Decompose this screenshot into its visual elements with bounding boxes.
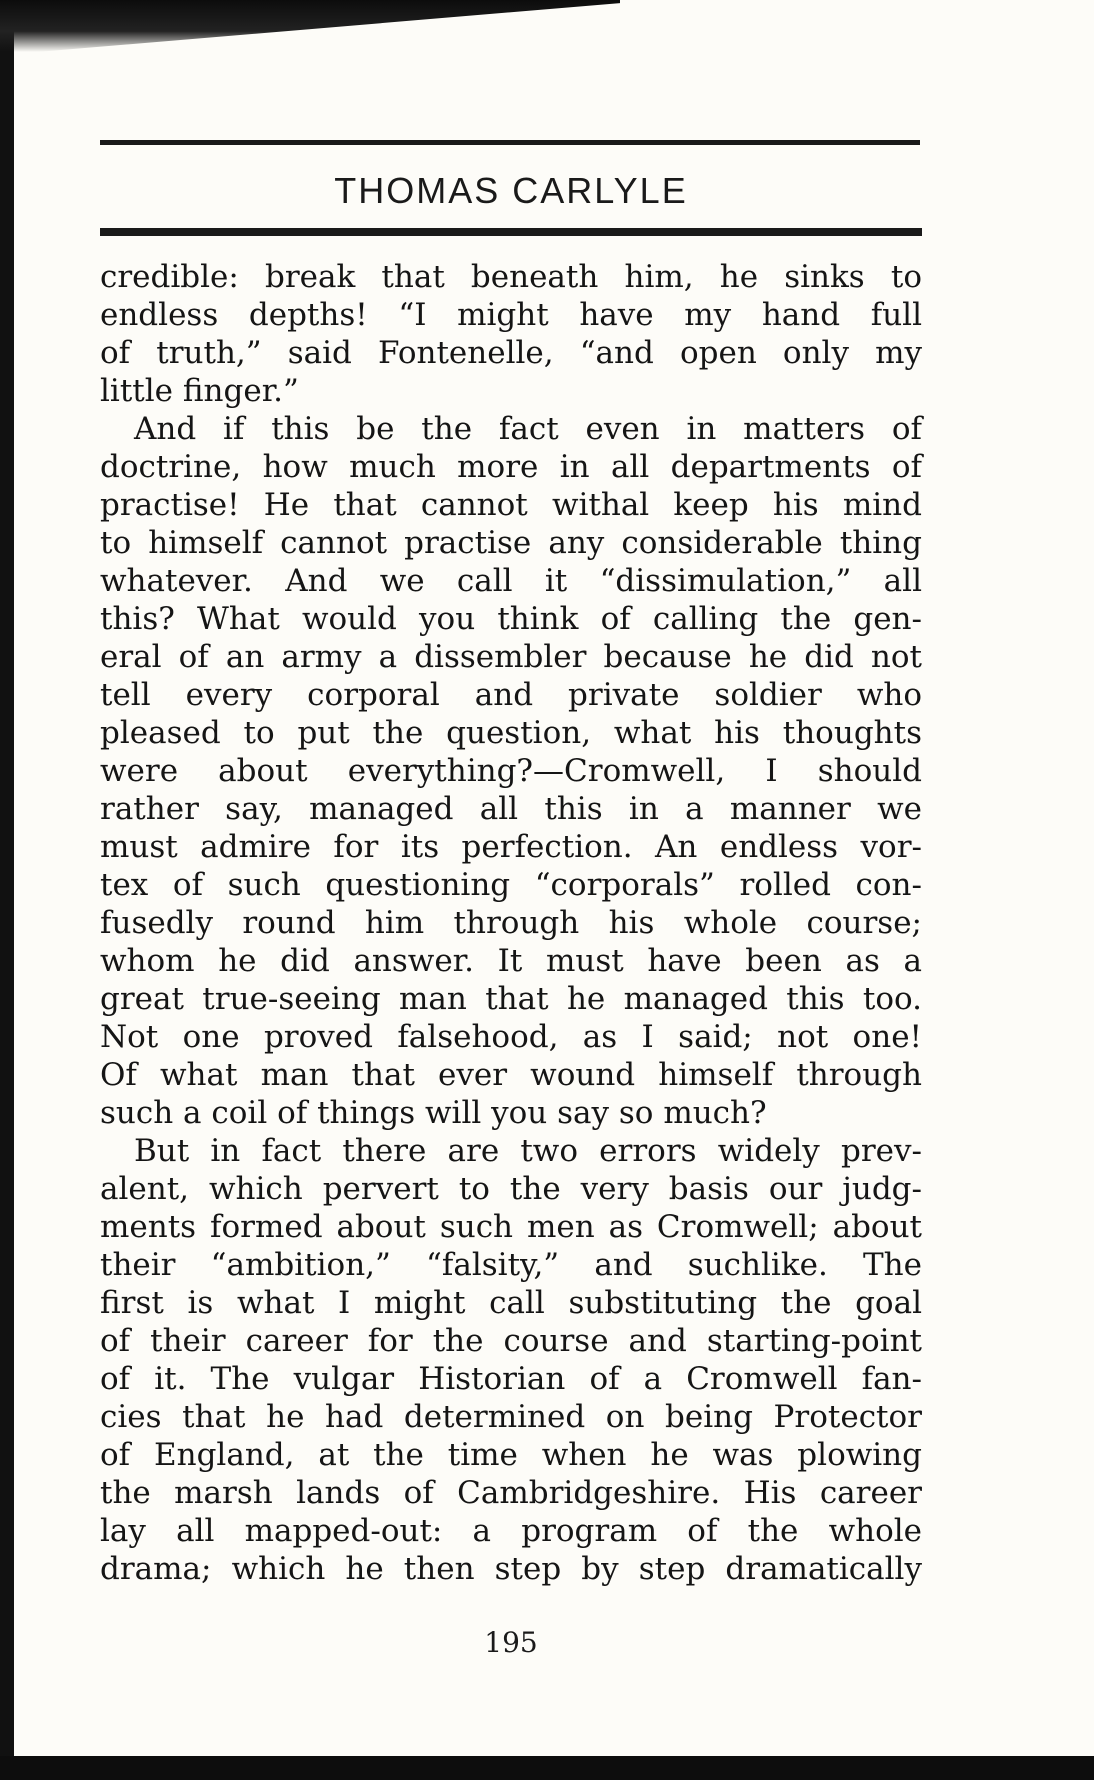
- text-line: pleased to put the question, what his thoughts: [100, 715, 922, 751]
- page-scan-top-shadow: [0, 0, 620, 52]
- text-line: of truth,” said Fontenelle, “and open only my: [100, 335, 922, 371]
- text-line: ments formed about such men as Cromwell; about: [100, 1209, 922, 1245]
- running-head: THOMAS CARLYLE: [334, 170, 688, 211]
- page-scan-left-edge: [0, 0, 14, 1780]
- text-line: were about everything?—Cromwell, I should: [100, 753, 922, 789]
- text-line: But in fact there are two errors widely prev-: [134, 1133, 922, 1169]
- text-line: practise! He that cannot withal keep his mind: [100, 487, 922, 523]
- page-number: 195: [484, 1626, 538, 1659]
- text-line: Of what man that ever wound himself through: [100, 1057, 922, 1093]
- text-line: first is what I might call substituting the goal: [100, 1285, 922, 1321]
- text-line: rather say, managed all this in a manner we: [100, 791, 922, 827]
- text-line: lay all mapped-out: a program of the whole: [100, 1513, 922, 1549]
- text-line: such a coil of things will you say so much?: [100, 1095, 767, 1131]
- text-line: whom he did answer. It must have been as a: [100, 943, 922, 979]
- text-line: credible: break that beneath him, he sinks to: [100, 259, 922, 295]
- body-text: [100, 258, 922, 1588]
- text-line: their “ambition,” “falsity,” and suchlike. The: [100, 1247, 922, 1283]
- text-line: doctrine, how much more in all departments of: [100, 449, 922, 485]
- text-line: of it. The vulgar Historian of a Cromwell fan-: [100, 1361, 922, 1397]
- text-line: great true-seeing man that he managed this too.: [100, 981, 922, 1017]
- text-line: whatever. And we call it “dissimulation,” all: [100, 563, 922, 599]
- text-line: of England, at the time when he was plowing: [100, 1437, 922, 1473]
- text-line: And if this be the fact even in matters of: [134, 411, 922, 447]
- text-line: this? What would you think of calling the gen-: [100, 601, 922, 637]
- header-rule-top: [100, 140, 920, 145]
- page-scan-bottom-edge: [0, 1756, 1094, 1780]
- text-line: little finger.”: [100, 373, 299, 409]
- text-line: of their career for the course and starting-point: [100, 1323, 922, 1359]
- text-line: alent, which pervert to the very basis our judg-: [100, 1171, 922, 1207]
- text-line: Not one proved falsehood, as I said; not one!: [100, 1019, 922, 1055]
- text-line: tell every corporal and private soldier who: [100, 677, 922, 713]
- text-line: drama; which he then step by step dramatically: [100, 1551, 922, 1587]
- text-line: tex of such questioning “corporals” rolled con-: [100, 867, 922, 903]
- text-line: endless depths! “I might have my hand full: [100, 297, 922, 333]
- text-line: the marsh lands of Cambridgeshire. His career: [100, 1475, 922, 1511]
- text-line: eral of an army a dissembler because he did not: [100, 639, 922, 675]
- text-line: must admire for its perfection. An endless vor-: [100, 829, 922, 865]
- header-rule-bottom: [100, 228, 922, 236]
- text-line: fusedly round him through his whole course;: [100, 905, 922, 941]
- text-line: cies that he had determined on being Protector: [100, 1399, 922, 1435]
- text-line: to himself cannot practise any considerable thing: [100, 525, 922, 561]
